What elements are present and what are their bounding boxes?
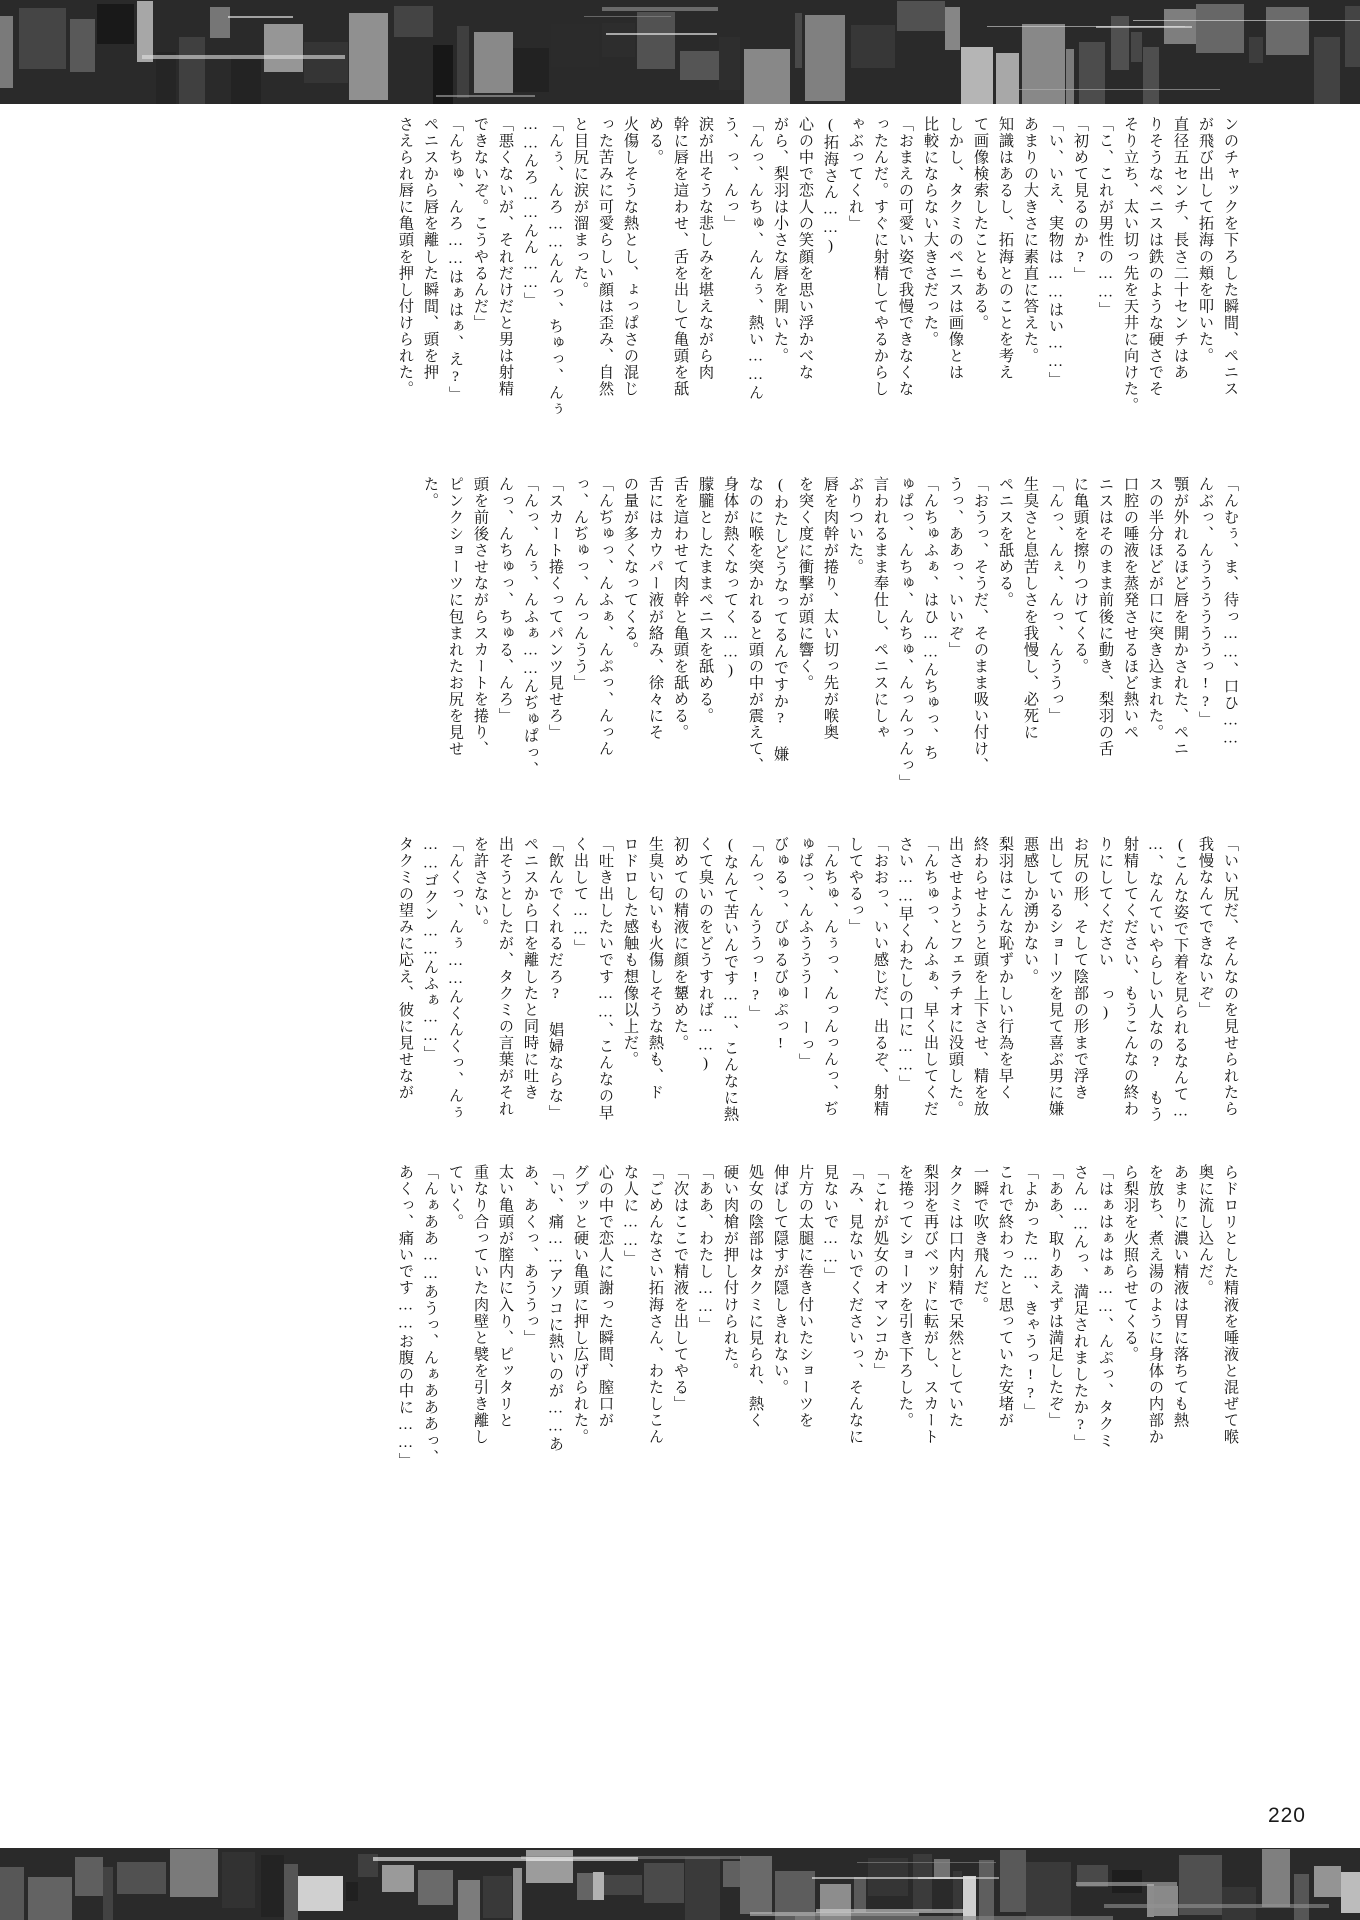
text-column: できないぞ。こうやるんだ」 (472, 116, 489, 332)
text-column: ペニスから唇を離した瞬間、頭を押 (422, 116, 439, 381)
decorative-strip (1314, 37, 1340, 104)
text-column: 涙が出そうな悲しみを堪えながら肉 (697, 116, 714, 381)
text-column: 「おうっ、そうだ、そのまま吸い付け、 (972, 476, 989, 774)
text-column: 「これが処女のオマンコか」 (872, 1164, 889, 1380)
decorative-strip (593, 1872, 604, 1900)
decorative-strip (1000, 1850, 1026, 1912)
text-column: ら梨羽を火照らせてくる。 (1122, 1164, 1139, 1363)
decorative-strip (0, 1867, 24, 1920)
decorative-strip (719, 37, 740, 90)
decorative-strip (458, 1880, 480, 1920)
decorative-strip (75, 1857, 103, 1896)
text-column: 「んちゅふぁ、はひ……んちゅっ、ち (922, 476, 939, 761)
decorative-strip (0, 16, 13, 88)
text-column: な人に……」 (622, 1164, 639, 1267)
text-column: 「んちゅ、んろ……はぁはぁ、え?」 (447, 116, 464, 403)
top-decorative-band (0, 0, 1360, 104)
text-column: 幹に唇を這わせ、舌を出して亀頭を舐 (672, 116, 689, 398)
text-column: 直径五センチ、長さ二十センチはあ (1172, 116, 1189, 381)
text-column: を突く度に衝撃が頭に響く。 (797, 476, 814, 692)
text-column: なのに喉を突かれると頭の中が震えて、 (747, 476, 764, 774)
text-column: 言われるまま奉仕し、ペニスにしゃ (872, 476, 889, 741)
text-column: あまりに濃い精液は胃に落ちても熱 (1172, 1164, 1189, 1429)
decorative-strip (284, 1864, 298, 1920)
text-block-3 (388, 836, 1238, 1176)
text-column: ったんだ。すぐに射精してやるからし (872, 116, 889, 398)
decorative-streak (602, 7, 718, 11)
text-column: 「んぅ、んろ……んんっ、ちゅっ、んぅ (547, 116, 564, 418)
decorative-streak (750, 1912, 919, 1916)
decorative-strip (1196, 4, 1244, 53)
text-column: ぶりついた。 (847, 476, 864, 576)
text-column: 「はぁはぁはぁ……、んぷっ、タクミ (1097, 1164, 1114, 1449)
text-column: 「んむぅ、ま、待っ……、口ひ…… (1222, 476, 1239, 748)
text-column: しかし、タクミのペニスは画像とは (947, 116, 964, 381)
decorative-strip (897, 1, 945, 31)
decorative-streak (584, 16, 671, 17)
text-column: 「おおっ、いい感じだ、出るぞ、射精 (872, 836, 889, 1118)
decorative-strip (1026, 1862, 1071, 1920)
text-column: これで終わったと思っていた安堵が (997, 1164, 1014, 1429)
text-column: くて臭いのをどうすれば……) (697, 836, 714, 1074)
text-column: (なんて苦いんです……、こんなに熱 (722, 836, 739, 1123)
text-column: 「飲んでくれるだろ? 娼婦ならな」 (547, 836, 564, 1121)
text-column: びゅるっ、びゅるびゅぷっ! (772, 836, 789, 1053)
text-column: 「い、いえ、実物は……はい……」 (1047, 116, 1064, 388)
decorative-streak (918, 1877, 999, 1879)
text-column: 「んっ、んううっ!?」 (747, 836, 764, 1022)
decorative-streak (1076, 1882, 1177, 1886)
text-column: 「よかった……、きゃうっ!?」 (1022, 1164, 1039, 1420)
text-column: 「い、痛……アソコに熱いのが……あ (547, 1164, 564, 1453)
text-block-2 (413, 476, 1238, 816)
text-column: 「いい尻だ、そんなのを見せられたら (1222, 836, 1239, 1118)
text-column: ピンクショーツに包まれたお尻を見せ (447, 476, 464, 758)
decorative-strip (264, 24, 303, 72)
text-column: 片方の太腿に巻き付いたショーツを (797, 1164, 814, 1429)
decorative-streak (1019, 89, 1220, 90)
text-column: お尻の形、そして陰部の形まで浮き (1072, 836, 1089, 1101)
decorative-strip (644, 1863, 684, 1903)
text-column: 知識はあるし、拓海とのことを考え (997, 116, 1014, 381)
text-column: った苦みに可愛らしい顔は歪み、自然 (597, 116, 614, 398)
text-column: うっ、ああっ、いいぞ」 (947, 476, 964, 659)
text-column: あくっ、痛いです……お腹の中に……」 (397, 1164, 414, 1470)
text-column: 硬い肉槍が押し付けられた。 (722, 1164, 739, 1380)
text-column: らドロリとした精液を唾液と混ぜて喉 (1222, 1164, 1239, 1446)
decorative-strip (156, 52, 176, 104)
decorative-strip (680, 51, 719, 80)
text-column: 「んっ、んちゅ、んんぅ、熱い……ん (747, 116, 764, 401)
decorative-strip (137, 1, 153, 62)
text-column: 心の中で恋人に謝った瞬間、膣口が (597, 1164, 614, 1429)
text-column: 悪感しか湧かない。 (1022, 836, 1039, 985)
decorative-strip (1079, 42, 1105, 104)
decorative-strip (19, 8, 66, 69)
decorative-strip (1249, 37, 1263, 63)
text-column: (こんな姿で下着を見られるなんて… (1172, 836, 1189, 1121)
decorative-strip (851, 25, 895, 68)
text-column: 「初めて見るのか?」 (1072, 116, 1089, 284)
text-column: がら、梨羽は小さな唇を開いた。 (772, 116, 789, 365)
text-column: っ、んぢゅっ、んっんうう」 (572, 476, 589, 692)
decorative-strip (28, 1877, 72, 1920)
decorative-strip (103, 1867, 113, 1920)
text-column: ゅぱっ、んちゅ、んちゅ、んっんっんっ」 (897, 476, 914, 791)
decorative-strip (805, 15, 845, 101)
decorative-strip (222, 1852, 255, 1908)
text-column: あ、あくっ、あううっ」 (522, 1164, 539, 1347)
text-column: 伸ばして隠すが隠しきれない。 (772, 1164, 789, 1396)
decorative-strip (577, 1873, 593, 1900)
decorative-strip (394, 6, 433, 37)
text-column: を放ち、煮え湯のように身体の内部か (1147, 1164, 1164, 1446)
decorative-strip (346, 1882, 358, 1901)
text-column: 「んちゅ、んぅっ、んっんっんっ、ぢ (822, 836, 839, 1118)
decorative-streak (857, 1862, 996, 1863)
text-column: グプッと硬い亀頭に押し広げられた。 (572, 1164, 589, 1446)
text-column: さん……んっ、満足されましたか?」 (1072, 1164, 1089, 1451)
decorative-streak (1104, 1904, 1329, 1908)
text-column: りそうなペニスは鉄のような硬さでそ (1147, 116, 1164, 398)
decorative-strip (418, 1870, 453, 1905)
decorative-streak (1133, 20, 1360, 21)
decorative-strip (1143, 47, 1159, 104)
text-column: 唇を肉幹が捲り、太い切っ先が喉奥 (822, 476, 839, 741)
text-column: 頭を前後させながらスカートを捲り、 (472, 476, 489, 758)
text-column: 「ごめんなさい拓海さん、わたしこん (647, 1164, 664, 1446)
text-column: してやるっ」 (847, 836, 864, 936)
decorative-streak (142, 55, 345, 59)
decorative-strip (304, 42, 348, 83)
decorative-strip (685, 1857, 720, 1920)
text-column: 「み、見ないでくださいっ、そんなに (847, 1164, 864, 1446)
decorative-strip (117, 1862, 166, 1894)
decorative-streak (987, 26, 1185, 27)
text-column: …、なんていやらしい人なの? もう (1147, 836, 1164, 1123)
decorative-strip (1022, 24, 1065, 104)
decorative-strip (1266, 7, 1309, 55)
text-column: 「ああ、取りあえずは満足したぞ」 (1047, 1164, 1064, 1429)
decorative-streak (606, 33, 717, 35)
text-column: 「んっ、んぅ、んふぁ……んぢゅぱっ、 (522, 476, 539, 778)
text-column: 朦朧としたままペニスを舐める。 (697, 476, 714, 725)
text-column: 我慢なんてできないぞ」 (1197, 836, 1214, 1019)
decorative-streak (373, 1857, 638, 1861)
decorative-streak (228, 16, 293, 18)
text-column: そり立ち、太い切っ先を天井に向けた。 (1122, 116, 1139, 414)
decorative-strip (1066, 49, 1074, 104)
text-column: タクミの望みに応え、彼に見せなが (397, 836, 414, 1101)
text-column: (拓海さん……) (822, 116, 839, 256)
decorative-strip (231, 56, 261, 104)
decorative-strip (70, 19, 95, 72)
text-column: 射精してください、もうこんなの終わ (1122, 836, 1139, 1118)
text-column: 見ないで……」 (822, 1164, 839, 1284)
text-column: ニスはそのまま前後に動き、梨羽の舌 (1097, 476, 1114, 758)
decorative-strip (996, 53, 1019, 104)
decorative-strip (744, 49, 790, 104)
decorative-strip (457, 26, 469, 98)
text-column: 「こ、これが男性の……」 (1097, 116, 1114, 319)
text-column: スの半分ほどが口に突き込まれた。 (1147, 476, 1164, 741)
decorative-strip (945, 7, 960, 50)
text-column: た。 (422, 476, 439, 510)
text-column: あまりの大きさに素直に答えた。 (1022, 116, 1039, 365)
decorative-strip (979, 1860, 994, 1920)
text-column: ペニスを舐める。 (997, 476, 1014, 609)
decorative-strip (854, 1877, 866, 1912)
decorative-strip (382, 1865, 414, 1892)
text-column: 初めての精液に顔を顰めた。 (672, 836, 689, 1052)
decorative-strip (1131, 32, 1142, 62)
decorative-strip (1262, 1849, 1290, 1907)
text-column: 生臭さと息苦しさを我慢し、必死に (1022, 476, 1039, 741)
decorative-strip (210, 7, 230, 38)
text-column: ゅぱっ、んふうううー ーっ」 (797, 836, 814, 1070)
text-column: 生臭い匂いも火傷しそうな熱も、ド (647, 836, 664, 1101)
text-column: (わたしどうなってるんですか? 嫌 (772, 476, 789, 763)
text-column: ゃぶってくれ」 (847, 116, 864, 232)
text-column: 火傷しそうな熱とし、ょっぱさの混じ (622, 116, 639, 398)
decorative-strip (961, 47, 993, 104)
text-block-4 (388, 1164, 1238, 1504)
text-column: の量が多くなってくる。 (622, 476, 639, 659)
decorative-strip (526, 1850, 573, 1883)
decorative-strip (740, 1856, 772, 1914)
decorative-strip (513, 48, 549, 92)
text-column: 「んぁああ……あうっ、んぁあああっ、 (422, 1164, 439, 1466)
text-column: 「んぢゅっ、んふぁ、んぷっ、んっん (597, 476, 614, 758)
decorative-strip (483, 1876, 512, 1918)
text-column: タクミは口内射精で呆然としていた (947, 1164, 964, 1429)
decorative-strip (1294, 1874, 1309, 1920)
decorative-strip (602, 23, 635, 57)
text-column: ……ゴクン……んふぁ……」 (422, 836, 439, 1062)
text-column: に亀頭を擦りつけてくる。 (1072, 476, 1089, 675)
page-number: 220 (1267, 1804, 1306, 1827)
text-body (0, 104, 1360, 1848)
text-column: 出そうとしたが、タクミの言葉がそれ (497, 836, 514, 1118)
text-column: 「次はここで精液を出してやる」 (672, 1164, 689, 1413)
text-column: 心の中で恋人の笑顔を思い浮かべな (797, 116, 814, 381)
decorative-strip (1345, 6, 1360, 67)
decorative-strip (795, 13, 802, 68)
text-column: める。 (647, 116, 664, 166)
decorative-strip (551, 24, 599, 67)
text-column: 口腔の唾液を蒸発させるほど熱いペ (1122, 476, 1139, 741)
text-column: 出させようとフェラチオに没頭した。 (947, 836, 964, 1118)
text-column: 太い亀頭が膣内に入り、ピッタリと (497, 1164, 514, 1429)
decorative-strip (604, 1875, 642, 1895)
text-column: 「ああ、わたし……」 (697, 1164, 714, 1334)
text-column: 「吐き出したいです……、こんなの早 (597, 836, 614, 1121)
text-column: さい……早くわたしの口に……」 (897, 836, 914, 1092)
decorative-strip (963, 1876, 976, 1920)
text-column: 「んっ、んぇ、んっ、んううっ」 (1047, 476, 1064, 725)
decorative-strip (474, 32, 513, 93)
text-column: 終わらせようと頭を上下させ、精を放 (972, 836, 989, 1118)
decorative-strip (179, 37, 205, 104)
text-column: 梨羽を再びベッドに転がし、スカート (922, 1164, 939, 1446)
decorative-strip (723, 1861, 740, 1887)
text-column: 梨羽はこんな恥ずかしい行為を早く (997, 836, 1014, 1101)
text-column: を許さない。 (472, 836, 489, 936)
text-column: ロドロした感触も想像以上だ。 (622, 836, 639, 1068)
text-column: 一瞬で吹き飛んだ。 (972, 1164, 989, 1313)
text-column: て画像検索したこともある。 (972, 116, 989, 332)
text-column: ……んろ……んん……」 (522, 116, 539, 309)
decorative-strip (261, 1855, 284, 1917)
text-column: く出して……」 (572, 836, 589, 956)
text-column: と目尻に涙が溜まった。 (572, 116, 589, 299)
text-column: 奥に流し込んだ。 (1197, 1164, 1214, 1297)
text-column: 舌にはカウパー液が絡み、徐々にそ (647, 476, 664, 741)
decorative-strip (1154, 1886, 1178, 1916)
text-column: ていく。 (447, 1164, 464, 1231)
decorative-strip (298, 1876, 343, 1911)
decorative-strip (1314, 1866, 1341, 1897)
text-column: う、っ、んっ」 (722, 116, 739, 232)
bottom-decorative-band (0, 1848, 1360, 1920)
text-column: 比較にならない大きさだった。 (922, 116, 939, 348)
decorative-strip (349, 13, 388, 100)
text-column: んっ、んちゅっ、ちゅる、んろ」 (497, 476, 514, 725)
text-column: 重なり合っていた肉壁と襞を引き離し (472, 1164, 489, 1446)
text-column: 「んくっ、んぅ……んくんくっ、んぅ (447, 836, 464, 1121)
decorative-strip (97, 4, 134, 44)
text-block-1 (388, 116, 1238, 456)
text-column: 「んちゅっ、んふぁ、早く出してくだ (922, 836, 939, 1118)
text-column: 顎が外れるほど唇を開かされた、ペニ (1172, 476, 1189, 758)
text-column: 「おまえの可愛い姿で我慢できなくな (897, 116, 914, 398)
text-column: を捲ってショーツを引き下ろした。 (897, 1164, 914, 1429)
decorative-streak (436, 95, 535, 97)
text-column: 身体が熱くなってく……) (722, 476, 739, 680)
decorative-strip (1147, 1884, 1154, 1917)
decorative-strip (637, 12, 675, 69)
text-column: ンのチャックを下ろした瞬間、ペニス (1222, 116, 1239, 398)
text-column: さえられ唇に亀頭を押し付けられた。 (397, 116, 414, 398)
decorative-strip (170, 1849, 218, 1897)
text-column: が飛び出して拓海の頬を叩いた。 (1197, 116, 1214, 365)
text-column: んぶっ、んううううううっ!?」 (1197, 476, 1214, 728)
text-column: ペニスから口を離したと同時に吐き (522, 836, 539, 1101)
decorative-strip (1341, 1872, 1360, 1913)
text-column: りにしてください っ) (1097, 836, 1114, 1022)
text-column: 「悪くないが、それだけだと男は射精 (497, 116, 514, 398)
decorative-streak (795, 1916, 1113, 1920)
text-column: 出しているショーツを見て喜ぶ男に嫌 (1047, 836, 1064, 1118)
decorative-strip (1111, 16, 1129, 70)
text-column: 舌を這わせて肉幹と亀頭を舐める。 (672, 476, 689, 741)
text-column: 処女の陰部はタクミに見られ、熱く (747, 1164, 764, 1429)
text-column: 「スカート捲くってパンツ見せろ」 (547, 476, 564, 741)
decorative-strip (513, 1868, 522, 1920)
